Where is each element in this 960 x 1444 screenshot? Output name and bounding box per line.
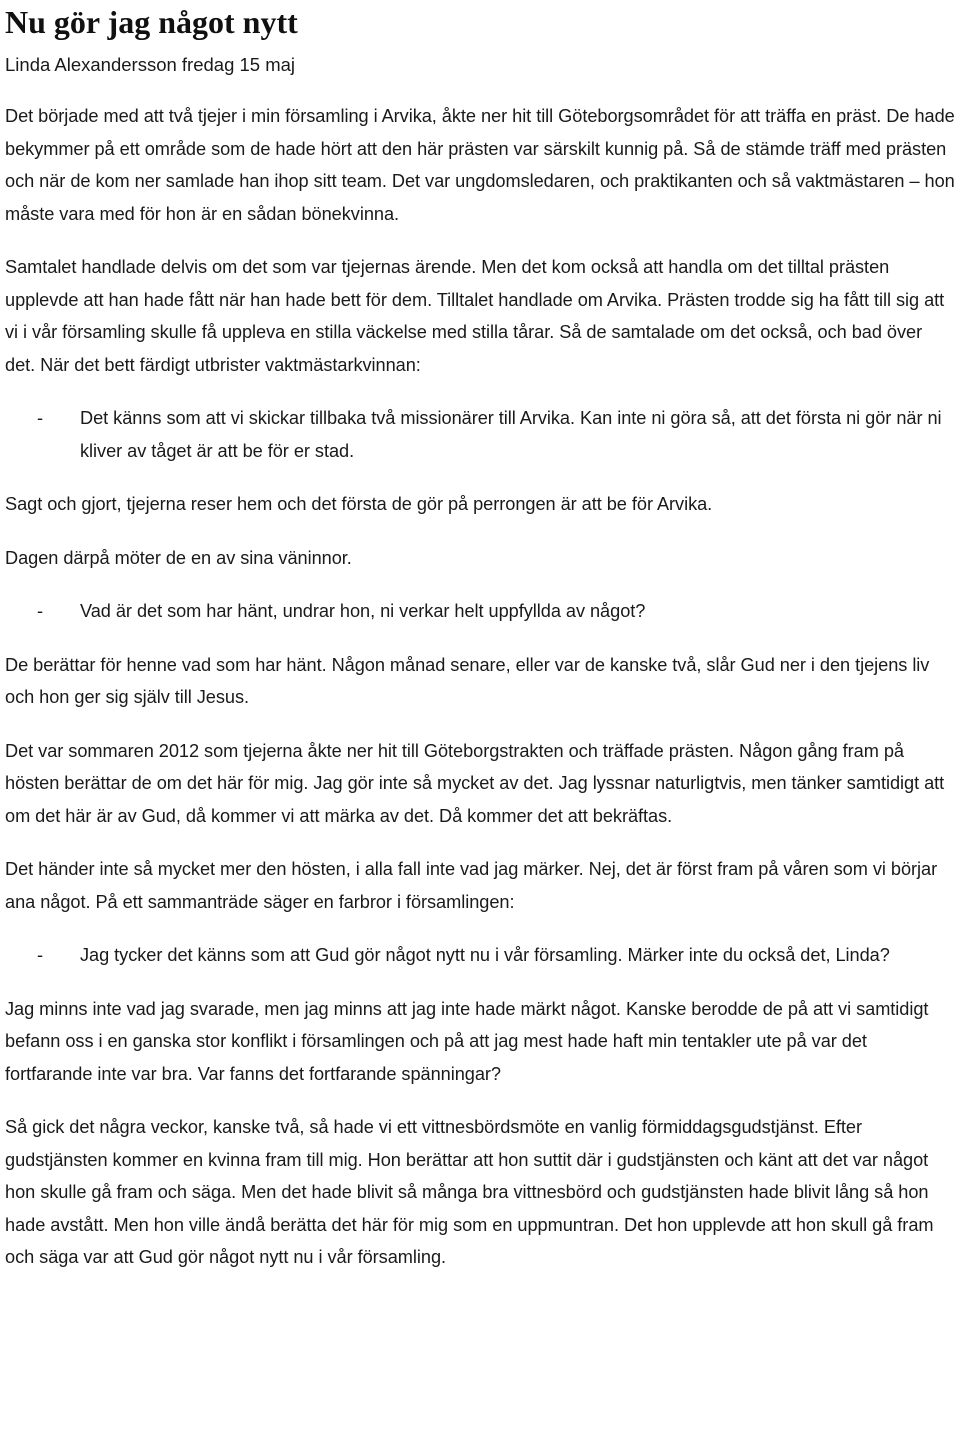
list-item-text: Det känns som att vi skickar tillbaka två missionärer till Arvika. Kan inte ni göra så, att det första ni gör när ni kliver av tåget är att be för er stad.	[80, 408, 942, 461]
paragraph: Det var sommaren 2012 som tjejerna åkte ner hit till Göteborgstrakten och träffade prästen. Någon gång fram på hösten berättar de om det här för mig. Jag gör inte så mycket av det. Jag lyssnar naturligtvis, men tänker samtidigt att om det här är av Gud, då kommer vi att märka av det. Då kommer det att bekräftas.	[5, 740, 945, 826]
paragraph-gap	[5, 230, 956, 251]
paragraph: Så gick det några veckor, kanske två, så hade vi ett vittnesbördsmöte en vanlig förmiddagsgudstjänst. Efter gudstjänsten kommer en kvinna fram till mig. Hon berättar att hon suttit där i gudstjänsten och känt att det var något hon skulle gå fram och säga. Men det hade blivit så många bra vittnesbörd och gudstjänsten hade blivit lång så hon hade avstått. Men hon ville ändå berätta det här för mig som en uppmuntran. Det hon upplevde att hon skull gå fram och säga var att Gud gör något nytt nu i vår församling.	[5, 1117, 934, 1267]
paragraph: Det började med att två tjejer i min församling i Arvika, åkte ner hit till Göteborgsområdet för att träffa en präst. De hade bekymmer på ett område som de hade hört att den här prästen var särskilt kunnig på. Så de stämde träff med prästen och när de kom ner samlade han ihop sitt team. Det var ungdomsledaren, och praktikanten och så vaktmästaren – hon måste vara med för hon är en sådan bönekvinna.	[5, 106, 955, 224]
paragraph: Sagt och gjort, tjejerna reser hem och det första de gör på perrongen är att be för Arvika.	[5, 494, 713, 514]
paragraph-gap	[5, 574, 956, 595]
article-byline: Linda Alexandersson fredag 15 maj	[5, 54, 296, 75]
spacer	[5, 79, 956, 100]
paragraph-gap	[5, 714, 956, 735]
paragraph-gap	[5, 521, 956, 542]
paragraph-gap	[5, 972, 956, 993]
article-body	[5, 100, 956, 1274]
paragraph: Samtalet handlade delvis om det som var tjejernas ärende. Men det kom också att handla om det tilltal prästen upplevde att han hade fått när han hade bett för dem. Tilltalet handlade om Arvika. Prästen trodde sig ha fått till sig att vi i vår församling skulle få uppleva en stilla väckelse med stilla tårar. Så de samtalade om det också, och bad över det. När det bett färdigt utbrister vaktmästarkvinnan:	[5, 257, 945, 375]
list-item-text: Jag tycker det känns som att Gud gör något nytt nu i vår församling. Märker inte du också det, Linda?	[80, 945, 890, 965]
paragraph: Det händer inte så mycket mer den hösten, i alla fall inte vad jag märker. Nej, det är först fram på våren som vi börjar ana något. På ett sammanträde säger en farbror i församlingen:	[5, 859, 938, 912]
dialogue-list-item	[5, 939, 956, 972]
dialogue-list-item	[5, 595, 956, 628]
article-title: Nu gör jag något nytt	[5, 4, 298, 40]
list-dash: -	[37, 408, 44, 428]
dialogue-list-item	[5, 402, 956, 467]
paragraph-gap	[5, 628, 956, 649]
paragraph: De berättar för henne vad som har hänt. Någon månad senare, eller var de kanske två, slår Gud ner i den tjejens liv och hon ger sig själv till Jesus.	[5, 654, 930, 707]
list-dash: -	[37, 601, 44, 621]
paragraph-gap	[5, 381, 956, 402]
list-item-text: Vad är det som har hänt, undrar hon, ni verkar helt uppfyllda av något?	[80, 601, 646, 621]
list-dash: -	[37, 945, 44, 965]
paragraph: Jag minns inte vad jag svarade, men jag minns att jag inte hade märkt något. Kanske berodde de på att vi samtidigt befann oss i en ganska stor konflikt i församlingen och på att jag mest hade haft min tentakler ute på var det fortfarande inte var bra. Var fanns det fortfarande spänningar?	[5, 998, 929, 1084]
paragraph-gap	[5, 467, 956, 488]
paragraph-gap	[5, 1090, 956, 1111]
paragraph-gap	[5, 832, 956, 853]
paragraph-gap	[5, 918, 956, 939]
paragraph: Dagen därpå möter de en av sina väninnor.	[5, 547, 352, 568]
